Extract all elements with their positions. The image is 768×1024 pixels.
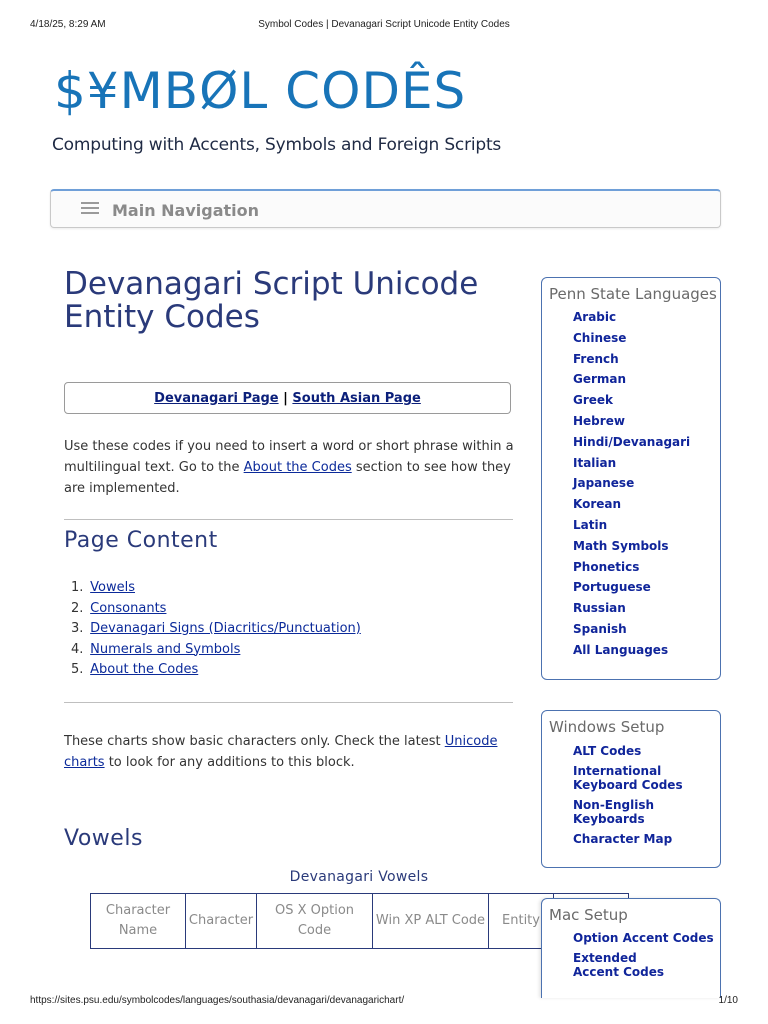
mac-list xyxy=(542,931,720,979)
divider xyxy=(64,519,513,520)
box-title: Windows Setup xyxy=(549,718,665,736)
sidebar-item-portuguese[interactable]: Portuguese xyxy=(573,580,651,595)
windows-setup-box xyxy=(541,710,721,868)
sidebar-item-option-accent-codes[interactable]: Option Accent Codes xyxy=(573,931,714,945)
toc-item xyxy=(71,640,361,661)
link-separator: | xyxy=(283,391,288,406)
sidebar-item-phonetics[interactable]: Phonetics xyxy=(573,559,640,574)
mac-setup-box xyxy=(541,898,721,998)
site-logo[interactable]: $¥MBØL CODÊS xyxy=(54,62,467,120)
col-win-alt-code: Win XP ALT Code xyxy=(373,894,489,949)
toc-number: 1. xyxy=(71,580,84,595)
windows-list xyxy=(542,743,720,846)
related-links-box xyxy=(64,382,511,414)
toc-link-signs[interactable]: Devanagari Signs (Diacritics/Punctuation) xyxy=(90,621,361,636)
charts-note xyxy=(64,731,514,773)
hamburger-icon[interactable] xyxy=(81,202,99,214)
toc-number: 2. xyxy=(71,600,84,616)
toc-item xyxy=(71,619,361,640)
sidebar-item-math-symbols[interactable]: Math Symbols xyxy=(573,538,669,553)
table-caption: Devanagari Vowels xyxy=(289,869,429,885)
sidebar-item-latin[interactable]: Latin xyxy=(573,517,608,532)
sidebar-item-extended-accent-codes[interactable]: Extended Accent Codes xyxy=(573,951,665,979)
languages-list xyxy=(542,310,720,664)
sidebar-item-character-map[interactable]: Character Map xyxy=(573,832,673,846)
sidebar-item-hebrew[interactable]: Hebrew xyxy=(573,413,625,428)
intro-text: Use these codes if you need to insert a word or short phrase within a multilingual text. Go to the xyxy=(64,439,514,475)
print-page-number: 1/10 xyxy=(718,995,738,1006)
toc-item xyxy=(71,578,361,599)
box-title: Mac Setup xyxy=(549,906,628,924)
sidebar-item-alt-codes[interactable]: ALT Codes xyxy=(573,744,642,758)
col-character-name: Character Name xyxy=(91,894,186,949)
sidebar-item-spanish[interactable]: Spanish xyxy=(573,621,627,636)
sidebar-item-french[interactable]: French xyxy=(573,351,619,366)
south-asian-page-link[interactable]: South Asian Page xyxy=(292,391,421,406)
box-title: Penn State Languages xyxy=(549,285,717,303)
print-footer xyxy=(30,995,738,1009)
print-url: https://sites.psu.edu/symbolcodes/languages/southasia/devanagari/devanagarichart/ xyxy=(30,995,405,1006)
penn-state-languages-box xyxy=(541,277,721,680)
devanagari-page-link[interactable]: Devanagari Page xyxy=(154,391,279,406)
unicode-charts-link[interactable]: Unicode charts xyxy=(64,734,498,770)
sidebar-item-german[interactable]: German xyxy=(573,372,627,387)
about-codes-link[interactable]: About the Codes xyxy=(243,460,352,475)
intro-text-end: section to see how they are implemented. xyxy=(64,460,511,496)
print-header xyxy=(30,19,738,33)
print-date: 4/18/25, 8:29 AM xyxy=(30,19,106,30)
sidebar-item-chinese[interactable]: Chinese xyxy=(573,330,627,345)
sidebar-item-international-keyboard[interactable]: International Keyboard Codes xyxy=(573,764,683,792)
site-tagline: Computing with Accents, Symbols and Foreign Scripts xyxy=(52,135,502,155)
sidebar-item-all-languages[interactable]: All Languages xyxy=(573,642,669,657)
intro-paragraph xyxy=(64,436,514,499)
page-content-heading: Page Content xyxy=(64,528,218,553)
toc-link-consonants[interactable]: Consonants xyxy=(90,600,167,616)
col-osx-option-code: OS X Option Code xyxy=(257,894,373,949)
toc-number: 4. xyxy=(71,641,84,657)
table-of-contents xyxy=(71,578,361,681)
toc-number: 3. xyxy=(71,621,84,636)
toc-link-about[interactable]: About the Codes xyxy=(90,662,199,677)
print-doc-title: Symbol Codes | Devanagari Script Unicode Entity Codes xyxy=(258,19,510,30)
toc-item xyxy=(71,660,361,681)
sidebar-item-japanese[interactable]: Japanese xyxy=(573,476,635,491)
toc-link-vowels[interactable]: Vowels xyxy=(90,580,135,595)
charts-note-text-end: to look for any additions to this block. xyxy=(104,755,355,770)
toc-item xyxy=(71,599,361,620)
vowels-heading: Vowels xyxy=(64,826,143,851)
toc-number: 5. xyxy=(71,662,84,677)
sidebar-item-korean[interactable]: Korean xyxy=(573,497,622,512)
page-title: Devanagari Script Unicode Entity Codes xyxy=(64,266,479,335)
sidebar-item-arabic[interactable]: Arabic xyxy=(573,310,617,324)
sidebar-item-italian[interactable]: Italian xyxy=(573,455,617,470)
col-character: Character xyxy=(186,894,257,949)
nav-label[interactable]: Main Navigation xyxy=(112,201,260,220)
main-navigation[interactable] xyxy=(50,189,721,228)
sidebar-item-greek[interactable]: Greek xyxy=(573,393,614,408)
charts-note-text: These charts show basic characters only. Check the latest xyxy=(64,734,445,749)
sidebar-item-hindi-devanagari[interactable]: Hindi/Devanagari xyxy=(573,434,691,449)
divider xyxy=(64,702,513,703)
col-entity: Entity xyxy=(489,894,554,949)
sidebar-item-non-english-keyboards[interactable]: Non-English Keyboards xyxy=(573,798,655,826)
sidebar-item-russian[interactable]: Russian xyxy=(573,601,626,616)
toc-link-numerals[interactable]: Numerals and Symbols xyxy=(90,641,241,657)
